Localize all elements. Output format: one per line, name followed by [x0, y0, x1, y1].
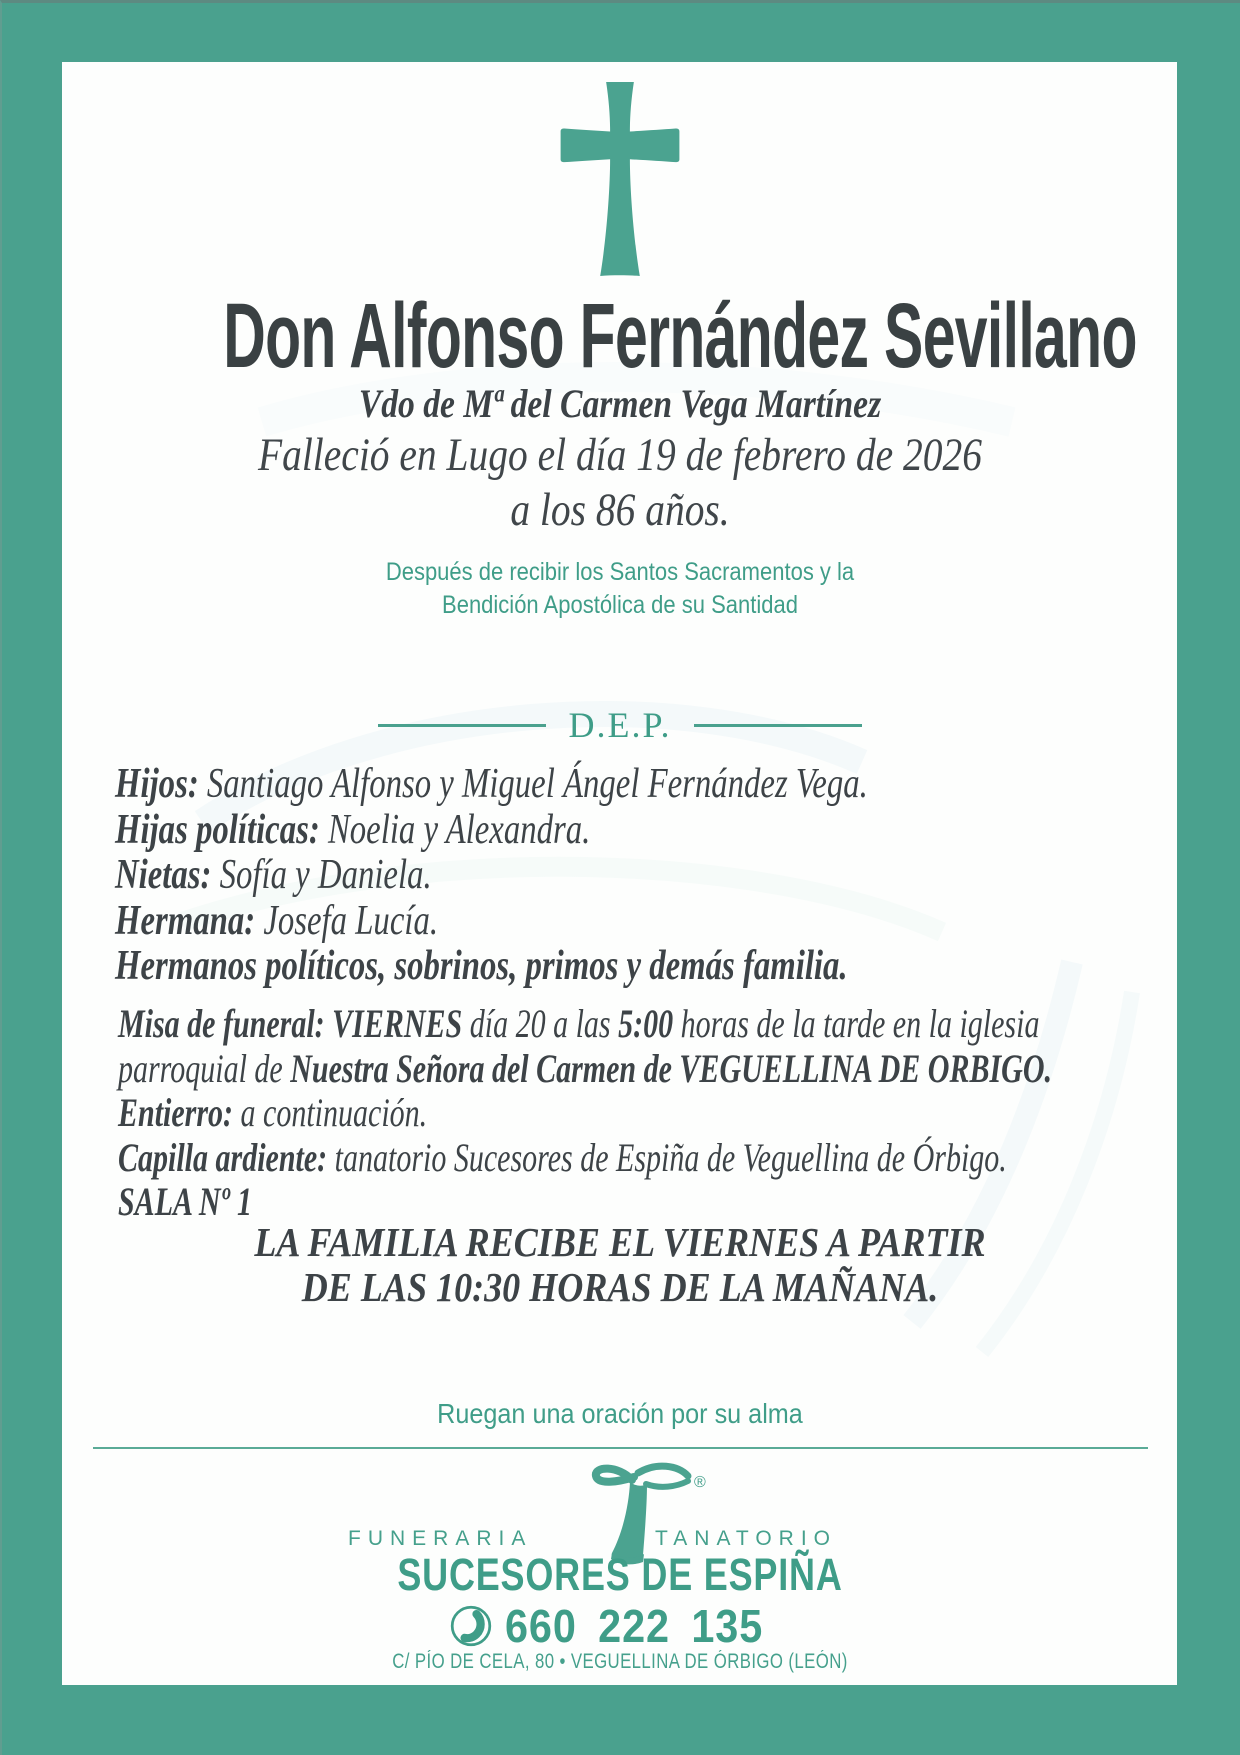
reception-line-2: DE LAS 10:30 HORAS DE LA MAÑANA.	[301, 1264, 939, 1310]
family-list	[115, 762, 1170, 990]
funeral-text: a continuación.	[233, 1090, 428, 1135]
dep-left-rule	[378, 724, 546, 727]
funeral-mass-line-1	[118, 1001, 1040, 1047]
registered-trademark-icon: ®	[694, 1474, 706, 1491]
address-line: C/ PÍO DE CELA, 80 • VEGUELLINA DE ÓRBIGO (LEÓN)	[392, 1650, 848, 1673]
funeral-text: Capilla ardiente:	[118, 1134, 328, 1180]
family-reception-notice	[0, 1220, 1240, 1310]
family-value: Santiago Alfonso y Miguel Ángel Fernández Vega.	[198, 761, 868, 807]
funeral-text: parroquial de	[118, 1045, 291, 1091]
family-row-nietas	[115, 853, 938, 899]
phone-icon	[449, 1604, 493, 1648]
wake-chapel-line	[118, 1134, 1007, 1181]
funeral-home-name: SUCESORES DE ESPIÑA	[397, 1549, 843, 1600]
latin-cross-icon	[0, 80, 1240, 280]
relation-line: Vdo de Mª del Carmen Vega Martínez	[358, 381, 882, 426]
family-row-hermana	[115, 899, 938, 945]
family-label: Nietas:	[115, 852, 212, 898]
family-label: Hijos:	[115, 761, 199, 807]
deceased-name-title: Don Alfonso Fernández Sevillano	[223, 285, 1137, 387]
dep-abbreviation: D.E.P.	[568, 705, 672, 745]
dep-divider	[0, 704, 1240, 746]
funeral-mass-line-2	[118, 1045, 1052, 1092]
family-row-demas-familia	[115, 944, 938, 990]
reception-line-1: LA FAMILIA RECIBE EL VIERNES A PARTIR	[254, 1219, 986, 1265]
family-value: Noelia y Alexandra.	[319, 806, 591, 853]
family-label: Hermana:	[115, 897, 256, 944]
funeral-text: Entierro:	[118, 1090, 234, 1135]
funeral-text: tanatorio Sucesores de Espiña de Veguellina de Órbigo.	[327, 1134, 1007, 1180]
phone-number: 660 222 135	[504, 1600, 763, 1652]
age-line: a los 86 años.	[510, 484, 730, 536]
sacraments-line-1: Después de recibir los Santos Sacramentos y la	[385, 558, 855, 586]
family-row-hijas-politicas	[115, 808, 938, 854]
sacraments-note	[74, 556, 1165, 622]
funeral-text: Nuestra Señora del Carmen de VEGUELLINA DE ORBIGO.	[290, 1045, 1052, 1091]
sacraments-line-2: Bendición Apostólica de su Santidad	[442, 591, 798, 619]
burial-line	[118, 1091, 915, 1136]
family-value: Sofía y Daniela.	[211, 852, 432, 898]
dep-right-rule	[694, 724, 862, 727]
tanatorio-label: TANATORIO	[655, 1527, 838, 1550]
family-row-hijos	[115, 762, 938, 808]
funeral-text: 5:00	[618, 1001, 674, 1046]
family-label: Hermanos políticos, sobrinos, primos y demás familia.	[115, 943, 848, 989]
funeraria-label: FUNERARIA	[348, 1527, 533, 1550]
funeral-text: SALA Nº 1	[118, 1179, 253, 1224]
funeral-text: Misa de funeral: VIERNES	[118, 1001, 463, 1046]
death-place-date-line: Falleció en Lugo el día 19 de febrero de 2026	[257, 429, 983, 481]
family-label: Hijas políticas:	[115, 806, 320, 853]
footer-divider-rule	[93, 1447, 1148, 1449]
funeral-text: día 20 a las	[462, 1001, 619, 1046]
funeral-details	[118, 1002, 1180, 1225]
phone-contact-row	[0, 1599, 1240, 1653]
family-value: Josefa Lucía.	[255, 897, 439, 944]
prayer-request-line: Ruegan una oración por su alma	[437, 1398, 803, 1429]
room-number-line	[118, 1180, 915, 1225]
funeral-text: horas de la tarde en la iglesia	[673, 1001, 1040, 1046]
